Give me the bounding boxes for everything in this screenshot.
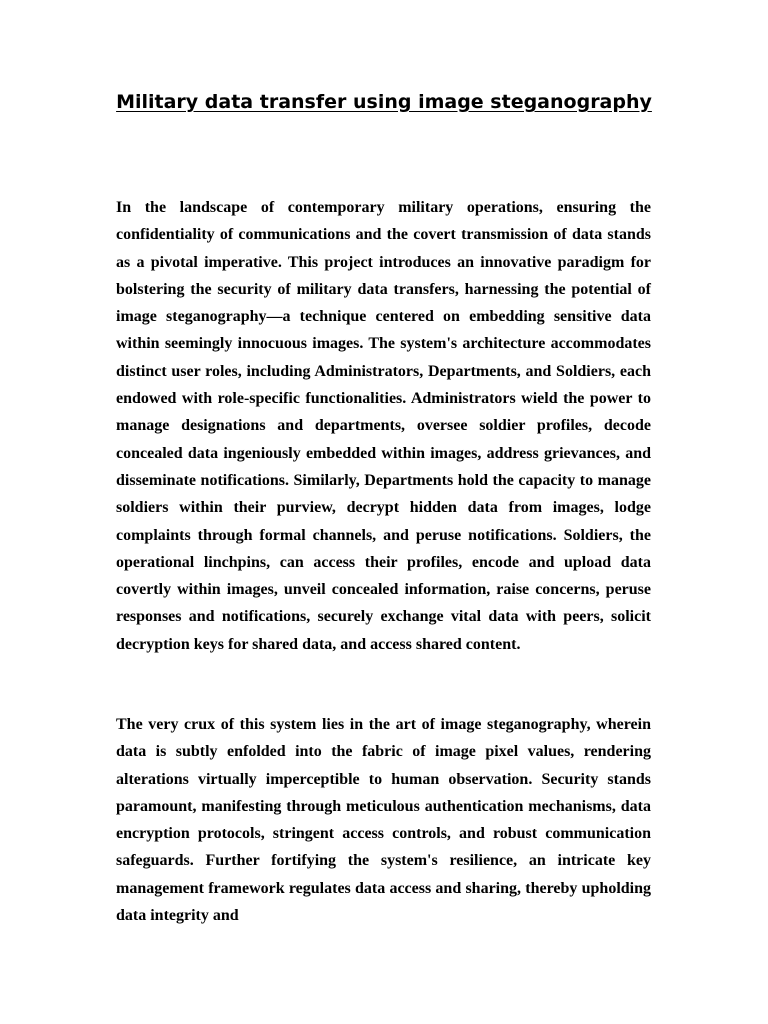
- document-title: Military data transfer using image steganography: [116, 91, 652, 113]
- paragraph-steganography-core: The very crux of this system lies in the art of image steganography, wherein data is subtly enfolded into the fabric of image pixel values, rendering alterations virtually imperceptible to human observation. Security stands paramount, manifesting through meticulous authentication mechanisms, data encryption protocols, stringent access controls, and robust communication safeguards. Further fortifying the system's resilience, an intricate key management framework regulates data access and sharing, thereby upholding data integrity and: [116, 716, 651, 925]
- paragraph-introduction: In the landscape of contemporary military operations, ensuring the confidentiality of communications and the covert transmission of data stands as a pivotal imperative. This project introduces an innovative paradigm for bolstering the security of military data transfers, harnessing the potential of image steganography—a technique centered on embedding sensitive data within seemingly innocuous images. The system's architecture accommodates distinct user roles, including Administrators, Departments, and Soldiers, each endowed with role-specific functionalities. Administrators wield the power to manage designations and departments, oversee soldier profiles, decode concealed data ingeniously embedded within images, address grievances, and disseminate notifications. Similarly, Departments hold the capacity to manage soldiers within their purview, decrypt hidden data from images, lodge complaints through formal channels, and peruse notifications. Soldiers, the operational linchpins, can access their profiles, encode and upload data covertly within images, unveil concealed information, raise concerns, peruse responses and notifications, securely exchange vital data with peers, solicit decryption keys for shared data, and access shared content.: [116, 199, 651, 653]
